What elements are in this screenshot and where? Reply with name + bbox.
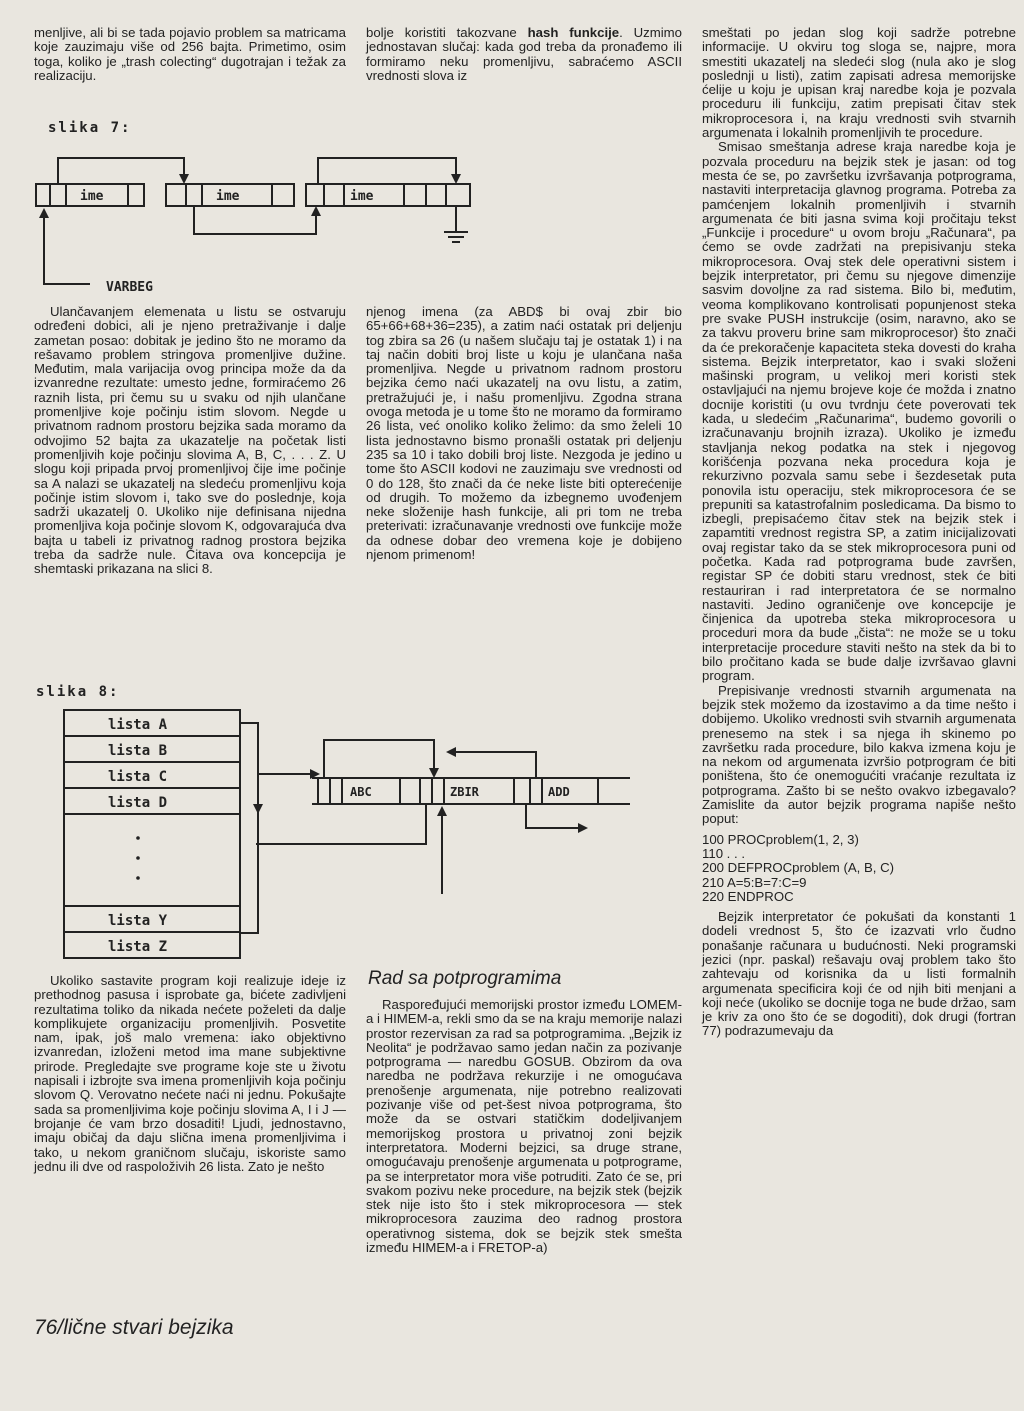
col1-bottom-paragraph: Ukoliko sastavite program koji realizuje ideje iz prethodnog pasusa i isprobate ga, bićete zadivljeni rezultatima toliko da nikada nećete poželeti da dalje komplikujete organizaciju promenljivih. Posvetite nam, ipak, još malo vremena: iako objektivno izvanredan, izloženi metod ima mane subjektivne prirode. Pregledajte sve programe koje ste u životu napisali i izbrojte sva imena promenljivih koja počinju slovom Q. Verovatno nećete naći ni jednu. Pokušajte sada sa promenljivima koje počinju slovima A, I i J — brojanje će vam brzo dosaditi! Ljudi, jednostavno, imaju običaj da daju slična imena promenljivima i tako, u nekom graničnom slučaju, iskoriste samo jednu ili dve od raspoloživih 26 lista. Zato je nešto (34, 973, 346, 1174)
code-line-5: 220 ENDPROC (702, 888, 794, 904)
fig8-list-a: lista A (108, 717, 168, 733)
fig7-cell-1: ime (80, 189, 104, 204)
figure-8-diagram (60, 704, 640, 964)
code-line-1: 100 PROCproblem(1, 2, 3) (702, 831, 859, 847)
fig8-list-b: lista B (108, 743, 168, 759)
col3-paragraph-3: Prepisivanje vrednosti stvarnih argumenata na bejzik stek možemo da izostavimo a da time nešto i dobijemo. Ukoliko vrednosti svih stvarnih argumenata prenesemo na stek i sa njega ih skinemo po završetku rada procedure, bilo kakva izmena koju je na nekom od argumenata izvršio potprogram će biti poništena, što će onemogućiti vraćanje rezultata iz potprograma. Zašto bi se nešto ovakvo izbegavalo? Zamislite da autor bejzik programa napiše nešto poput: (702, 682, 1016, 827)
figure-7-label: slika 7: (48, 120, 132, 136)
fig7-cell-2: ime (216, 189, 240, 204)
col1-mid-paragraph: Ulančavanjem elemenata u listu se ostvaruju određeni dobici, ali je njeno pretraživanje i dalje zametan posao: dobitak je jedino što ne moramo da rešavamo problem stringova promenljive dužine. Međutim, mala varijacija ovog principa može da da izvanredne rezultate: umesto jedne, formiraćemo 26 raznih lista, pri čemu su u svaku od njih ulančane promenljive koje počinju istim slovom. Negde u privatnom radnom prostoru bejzika sada moramo da odvojimo 52 bajta za ukazatelje na početak listi promenljivih koje počinju slovima A, B, C, . . . Z. U slogu koji pripada prvoj promenljivoj čije ime počinje sa A nalazi se ukazatelj na sledeću promenljivu koja počinje istim slovom i, tako sve do poslednje, koja sadrži ukazatelj 0. Ukoliko nije definisana nijedna promenljiva koja počinje slovom K, odgovarajuća dva bajta u tabeli iz privatnog radnog prostora bejzika treba da sadrže nule. Čitava ova koncepcija je shemtaski prikazana na slici 8. (34, 304, 346, 577)
fig8-cell-zbir: ZBIR (450, 785, 479, 799)
code-line-4: 210 A=5:B=7:C=9 (702, 874, 807, 890)
col3-text (702, 26, 1016, 1039)
hash-functions-term: hash funkcije (527, 25, 620, 40)
col3-paragraph-4: Bejzik interpretator će pokušati da konstanti 1 dodeli vrednost 5, što će izazvati vrlo čudno ponašanje računara u budućnosti. Neki programski jezici (npr. paskal) rešavaju ovaj problem tako što zahtevaju od korisnika da u listi formalnih argumenata specificira koji će od njih biti menjani a koji neće (ukoliko se docnije toga ne bude držao, sam je kriv za ono što će se dogoditi), dok drugi (fortran 77) podrazumevaju da (702, 909, 1016, 1039)
col3-paragraph-2: Smisao smeštanja adrese kraja naredbe koja je pozvala proceduru na bejzik stek je jasan: od tog mesta će se, po završetku izvršavanja potprograma, nastaviti interpretacija glavnog programa. Potreba za pamćenjem lokalnih promenljivih i stvarnih argumenata će biti jasna svima koji pročitaju tekst „Funkcije i procedure“ u ovom broju „Računara“, pa ćemo se ovde zadržati na prepisivanju steka mikroprocesora. Ovaj stek dele operativni sistem i bejzik interpretator, pri čemu su njegove dimenzije sasvim dovoljne za rad sistema. Bilo bi, međutim, veoma komplikovano kontrolisati popunjenost steka pre svake PUSH instrukcije (osim, naravno, ako se za takvu proveru brine sam mikroprocesor) što znači da će prekoračenje kapaciteta steka dovesti do kraha sistema. Bejzik interpretator, kao i svaki složeni mašinski program, u velikoj meri koristi stek ostavljajući na njemu brojeve koje će možda i znatno docnije koristiti (u ovu tvrdnju ćete poverovati tek kada, u sledećim „Računarima“, budemo govorili o izračunavanju brojnih izraza). Ukoliko je između stavljanja nekog podatka na stek i njegovog korišćenja pozvana neka procedura koja je rekurzivno pozvala samu sebe i šezdesetak puta ponovila istu operaciju, stek mikroprocesora će se prepuniti sa katastrofalnim posledicama. Da bismo to izbegli, prepisaćemo čitav stek na bejzik stek i zapamtiti vrednost registra SP, a zatim inicijalizovati ovaj registar tako da se stek mikroprocesora puni od početka. Kada rad potprograma bude završen, registar SP će dobiti staru vrednost, stek će biti restauriran i rad interpretatora će se normalno nastaviti. Jedino ograničenje ove koncepcije je činjenica da upotreba steka mikroprocesora u proceduri mora da bude „čista“: ne može se u toku interpretacije procedure staviti nešto na stek da bi to bilo pročitano kada se bude dalje izvršavao glavni program. (702, 139, 1016, 684)
col1-top-paragraph: menljive, ali bi se tada pojavio problem sa matricama koje zauzimaju više od 256 bajta. Primetimo, osim toga, koliko je „trash colecting“ dugotrajan i težak za realizaciju. (34, 25, 346, 83)
fig8-list-c: lista C (108, 769, 168, 785)
fig8-list-y: lista Y (108, 913, 168, 929)
col2-top-paragraph: bolje koristiti takozvane hash funkcije. Uzmimo jednostavan slučaj: kada god treba da pronađemo ili formiramo neku promenljivu, sabraćemo ASCII vrednosti slova iz (366, 25, 682, 83)
fig8-cell-abc: ABC (350, 785, 372, 799)
section-heading: Rad sa potprogramima (368, 968, 562, 989)
figure-7-diagram (28, 150, 478, 300)
code-line-3: 200 DEFPROCproblem (A, B, C) (702, 860, 895, 876)
fig8-cell-add: ADD (548, 785, 570, 799)
fig7-cell-3: ime (350, 189, 374, 204)
fig8-list-d: lista D (108, 795, 168, 811)
col2-bottom-paragraph: Raspoređujući memorijski prostor između LOMEM-a i HIMEM-a, rekli smo da se na kraju memorije nalazi prostor rezervisan za rad sa potprogramima. „Bejzik iz Neolita“ je podržavao samo jedan način za pozivanje potprograma — naredbu GOSUB. Obzirom da ova naredba ne podržava rekurzije i ne omogućava prenošenje argumenata, nije potrebno realizovati pozivanje više od pet-šest nivoa potprograma, što može da se ostvari statičkim dodeljivanjem memorijskog prostora u privatnoj zoni bejzik interpretatora. Moderni bejzici, sa druge strane, omogućavaju prenošenje argumenata u potprograme, pa se interpretator mora više potruditi. Zato će se, pri svakom pozivu neke procedure, na bejzik stek (bejzik stek nije isto što i stek mikroprocesora — stek mikroprocesora zauzima deo radnog prostora operativnog sistema, dok se bejzik stek smešta između HIMEM-a i FRETOP-a) (366, 997, 682, 1256)
code-line-2: 110 . . . (702, 845, 746, 861)
page-footer: 76/lične stvari bejzika (34, 1316, 234, 1339)
col2-mid-paragraph: njenog imena (za ABD$ bi ovaj zbir bio 65+66+68+36=235), a zatim naći ostatak pri deljenju tog zbira sa 26 (u našem slučaju taj je ostatak 1) i na taj način dobiti broj liste u koju je ulančana naša promenljiva. Negde u privatnom radnom prostoru bejzika ćemo naći ukazatelj na ovu listu, a zatim, pretražujući je, i našu promenljivu. Zgodna strana ovoga metoda je u tome što ne moramo da formiramo 26 lista, već onoliko koliko želimo: da smo želeli 10 lista jednostavno bismo pronašli ostatak pri deljenju 235 sa 10 i tako dobili broj liste. Nezgoda je jedino u tome što ASCII kodovi ne zauzimaju sve vrednosti od 0 do 128, što znači da će neke liste biti opterećenije od drugih. To možemo da izbegnemo uvođenjem neke složenije hash funkcije, ali pri tom ne treba preterivati: izračunavanje vrednosti ove funkcije može da odnese dobar deo vremena koje je dobijeno njenom primenom! (366, 304, 682, 563)
col3-paragraph-1: smeštati po jedan slog koji sadrže potrebne informacije. U okviru tog sloga se, najpre, mora smestiti ukazatelj na sledeći slog (nula ako je slog poslednji u listi), zatim zapisati adresa memorijske ćelije u koju je upisan kraj naredbe koja je pozvala proceduru ili funkciju, zatim prepisati čitav stek mikroprocesora i, na kraju vrednosti svih stvarnih argumenata i lokalnih promenljivih te procedure. (702, 25, 1016, 141)
figure-8-label: slika 8: (36, 684, 120, 700)
fig7-varbeg-label: VARBEG (106, 280, 153, 295)
fig8-list-z: lista Z (108, 939, 168, 955)
